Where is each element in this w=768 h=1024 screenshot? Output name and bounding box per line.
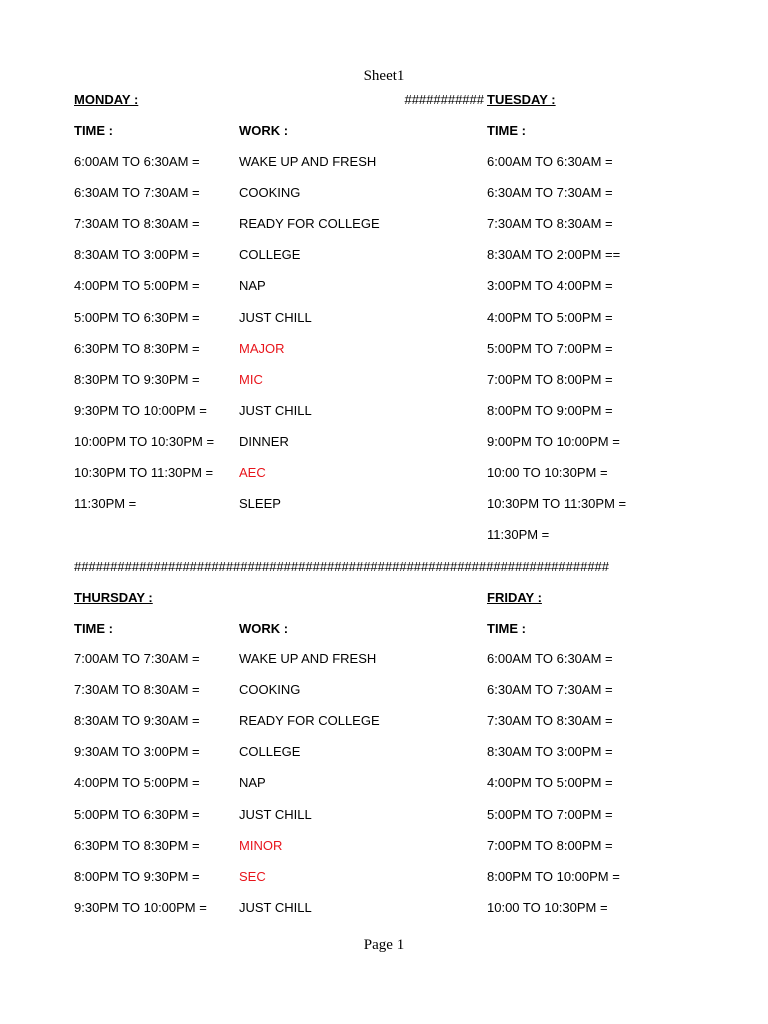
- tuesday-time-cell: 8:30AM TO 2:00PM ==: [487, 247, 621, 262]
- monday-time-cell: 6:00AM TO 6:30AM =: [74, 154, 200, 169]
- friday-time-cell: 6:30AM TO 7:30AM =: [487, 682, 613, 697]
- thursday-work-cell: COLLEGE: [239, 744, 301, 759]
- friday-time-cell: 7:30AM TO 8:30AM =: [487, 713, 613, 728]
- tuesday-time-cell: 7:30AM TO 8:30AM =: [487, 216, 613, 231]
- monday-work-cell: MIC: [239, 372, 263, 387]
- thursday-time-cell: 8:00PM TO 9:30PM =: [74, 869, 200, 884]
- tuesday-time-cell: 9:00PM TO 10:00PM =: [487, 434, 620, 449]
- thursday-work-cell: READY FOR COLLEGE: [239, 713, 380, 728]
- monday-header: MONDAY :: [74, 92, 139, 107]
- monday-work-cell: MAJOR: [239, 341, 285, 356]
- thursday-work-cell: SEC: [239, 869, 266, 884]
- monday-work-cell: SLEEP: [239, 496, 281, 511]
- monday-time-cell: 10:30PM TO 11:30PM =: [74, 465, 214, 480]
- thursday-work-header: WORK :: [239, 621, 289, 636]
- monday-time-cell: 10:00PM TO 10:30PM =: [74, 434, 215, 449]
- monday-time-cell: 8:30PM TO 9:30PM =: [74, 372, 200, 387]
- thursday-time-cell: 9:30AM TO 3:00PM =: [74, 744, 200, 759]
- tuesday-time-cell: 6:00AM TO 6:30AM =: [487, 154, 613, 169]
- tuesday-time-cell: 4:00PM TO 5:00PM =: [487, 310, 613, 325]
- monday-time-cell: 9:30PM TO 10:00PM =: [74, 403, 207, 418]
- tuesday-time-cell: 5:00PM TO 7:00PM =: [487, 341, 613, 356]
- thursday-header: THURSDAY :: [74, 590, 153, 605]
- tuesday-time-cell: 6:30AM TO 7:30AM =: [487, 185, 613, 200]
- tuesday-time-header: TIME :: [487, 123, 526, 138]
- tuesday-header: TUESDAY :: [487, 92, 556, 107]
- tuesday-time-cell: 10:30PM TO 11:30PM =: [487, 496, 627, 511]
- monday-time-header: TIME :: [74, 123, 113, 138]
- tuesday-time-cell: 7:00PM TO 8:00PM =: [487, 372, 613, 387]
- monday-time-cell: 11:30PM =: [74, 496, 137, 511]
- monday-work-header: WORK :: [239, 123, 289, 138]
- thursday-work-cell: JUST CHILL: [239, 900, 312, 915]
- monday-time-cell: 6:30PM TO 8:30PM =: [74, 341, 200, 356]
- tuesday-time-cell: 8:00PM TO 9:00PM =: [487, 403, 613, 418]
- thursday-work-cell: JUST CHILL: [239, 807, 312, 822]
- thursday-work-cell: NAP: [239, 775, 266, 790]
- tuesday-time-cell: 10:00 TO 10:30PM =: [487, 465, 608, 480]
- friday-time-cell: 4:00PM TO 5:00PM =: [487, 775, 613, 790]
- friday-time-cell: 5:00PM TO 7:00PM =: [487, 807, 613, 822]
- friday-time-cell: 6:00AM TO 6:30AM =: [487, 651, 613, 666]
- thursday-time-header: TIME :: [74, 621, 113, 636]
- monday-time-cell: 8:30AM TO 3:00PM =: [74, 247, 200, 262]
- monday-work-cell: JUST CHILL: [239, 403, 312, 418]
- monday-time-cell: 6:30AM TO 7:30AM =: [74, 185, 200, 200]
- monday-work-cell: COOKING: [239, 185, 301, 200]
- thursday-time-cell: 9:30PM TO 10:00PM =: [74, 900, 207, 915]
- page-footer: Page 1: [363, 937, 405, 953]
- sheet-title: Sheet1: [363, 68, 405, 84]
- thursday-work-cell: COOKING: [239, 682, 301, 697]
- monday-work-cell: NAP: [239, 278, 266, 293]
- tuesday-time-cell: 3:00PM TO 4:00PM =: [487, 278, 613, 293]
- monday-work-cell: JUST CHILL: [239, 310, 312, 325]
- thursday-time-cell: 7:30AM TO 8:30AM =: [74, 682, 200, 697]
- friday-time-cell: 10:00 TO 10:30PM =: [487, 900, 608, 915]
- monday-time-cell: 5:00PM TO 6:30PM =: [74, 310, 200, 325]
- tuesday-time-cell: 11:30PM =: [487, 527, 550, 542]
- friday-time-header: TIME :: [487, 621, 526, 636]
- thursday-time-cell: 5:00PM TO 6:30PM =: [74, 807, 200, 822]
- monday-time-cell: 7:30AM TO 8:30AM =: [74, 216, 200, 231]
- thursday-time-cell: 4:00PM TO 5:00PM =: [74, 775, 200, 790]
- monday-work-cell: COLLEGE: [239, 247, 301, 262]
- thursday-time-cell: 8:30AM TO 9:30AM =: [74, 713, 200, 728]
- overflow-marker: ###########: [404, 92, 484, 107]
- monday-work-cell: READY FOR COLLEGE: [239, 216, 380, 231]
- thursday-time-cell: 7:00AM TO 7:30AM =: [74, 651, 200, 666]
- friday-time-cell: 8:00PM TO 10:00PM =: [487, 869, 620, 884]
- monday-work-cell: AEC: [239, 465, 266, 480]
- friday-header: FRIDAY :: [487, 590, 542, 605]
- monday-work-cell: DINNER: [239, 434, 289, 449]
- monday-time-cell: 4:00PM TO 5:00PM =: [74, 278, 200, 293]
- friday-time-cell: 7:00PM TO 8:00PM =: [487, 838, 613, 853]
- thursday-time-cell: 6:30PM TO 8:30PM =: [74, 838, 200, 853]
- separator-line: ##########################################################################: [74, 559, 610, 574]
- friday-time-cell: 8:30AM TO 3:00PM =: [487, 744, 613, 759]
- thursday-work-cell: WAKE UP AND FRESH: [239, 651, 377, 666]
- thursday-work-cell: MINOR: [239, 838, 283, 853]
- monday-work-cell: WAKE UP AND FRESH: [239, 154, 377, 169]
